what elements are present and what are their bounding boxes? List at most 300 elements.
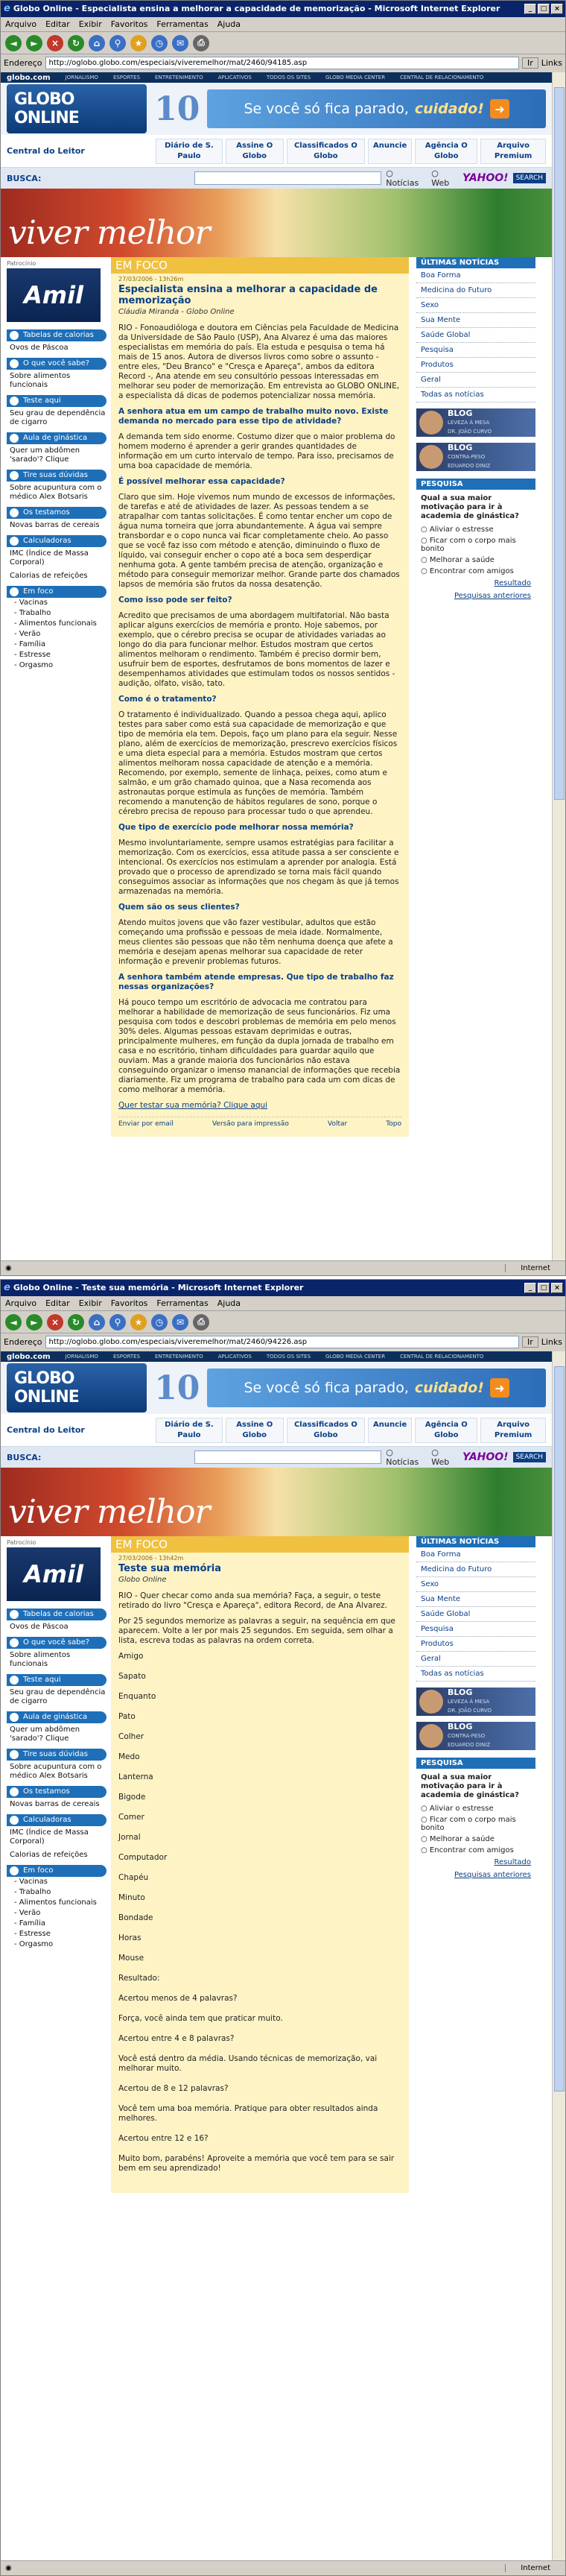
patrocinio-label: Patrocínio [7,260,36,267]
blog-name: CONTRA-PESO [448,1733,486,1739]
menu-3[interactable]: Favoritos [110,1298,148,1308]
menu-bar [1,17,565,32]
top-link-0[interactable]: globo.com [7,1352,51,1361]
blog-name: LEVEZA À MESA [448,1699,490,1705]
search-icon[interactable]: ⚲ [109,1314,126,1330]
toolbar [1,1311,565,1333]
top-link-6[interactable]: GLOBO MEDIA CENTER [325,1354,386,1360]
article-paragraph: O tratamento é individualizado. Quando a pessoa chega aqui, aplico testes para saber como está sua capacidade de memorização e que tipo de memória ela tem. Depois, faço um plano para ela seguir. Nesse plano, além de exercícios de memorização, prescrevo exercícios físicos e uma dieta especial para a memória. Estudos mostram que certos alimentos melhoram nossa capacidade de atenção e a memória. Recomendo, por exemplo, semente de linhaça, peixes, como atum e salmão, e um grão chamado quinoa, que a Nasa recomenda aos astronautas porque estimula as funções de memória. Também recomendo a manutenção de hábitos regulares de sono, porque o cérebro precisa de repouso para processar tudo o que aprendeu. [118,710,398,816]
sidebar-section-5[interactable]: Os testamos [7,507,106,519]
top-link-6[interactable]: GLOBO MEDIA CENTER [325,75,386,80]
nav-item-5[interactable]: Arquivo Premium [480,139,546,164]
blog-label: BLOG [448,443,473,452]
menu-0[interactable]: Arquivo [5,1298,37,1308]
search-input[interactable] [194,171,381,185]
toolbar [1,32,565,54]
maximize-button[interactable]: □ [538,4,550,14]
site-nav [1,1414,552,1447]
top-link-1[interactable]: JORNALISMO [65,75,98,80]
blog-title [448,409,492,436]
article-paragraph: A demanda tem sido enorme. Costumo dizer que o maior problema do homem moderno é aprender a gerir grandes quantidades de informação em um curto intervalo de tempo. Para isso, precisamos de uma boa capacidade de memória. [118,432,395,470]
window-controls [524,1283,563,1293]
sidebar-link[interactable]: - Alimentos funcionais [14,1898,97,1907]
sidebar-link[interactable]: - Trabalho [14,1888,51,1896]
poll [416,1769,535,1886]
test-word: Acertou entre 4 e 8 palavras? [118,2034,235,2043]
top-link-7[interactable]: CENTRAL DE RELACIONAMENTO [400,1354,484,1360]
sidebar-link[interactable]: Seu grau de dependência de cigarro [10,1688,106,1705]
sidebar-section-0[interactable]: Tabelas de calorias [7,329,106,341]
sidebar-section-3[interactable]: Aula de ginástica [7,432,106,444]
globo-online-logo[interactable]: GLOBO ONLINE [7,84,147,133]
news-category-link[interactable]: Medicina do Futuro [416,283,535,298]
sidebar-link[interactable]: - Trabalho [14,609,51,617]
sidebar-section-6[interactable]: Calculadoras [7,535,106,547]
sidebar-section-2[interactable]: Teste aqui [7,395,106,407]
poll-option-label: Melhorar a saúde [429,556,495,564]
refresh-icon[interactable]: ↻ [68,1314,84,1330]
news-category-link[interactable]: Todas as notícias [416,388,535,402]
search-option-0[interactable]: ○ Notícias [386,1448,419,1467]
10-anos-logo: 10 [154,89,200,128]
sidebar-link[interactable]: - Verão [14,1909,41,1917]
test-word: Acertou menos de 4 palavras? [118,1994,238,2003]
globo-topbar [1,1351,552,1362]
sidebar-link[interactable]: Novas barras de cereais [10,1800,100,1808]
test-word: Força, você ainda tem que praticar muito. [118,2014,283,2023]
poll-result-link[interactable]: Resultado [494,1858,531,1866]
sidebar-link[interactable]: Sobre alimentos funcionais [10,1651,71,1668]
search-button[interactable]: SEARCH [513,173,546,183]
status-bar [1,1260,565,1275]
sidebar-link[interactable]: Ovos de Páscoa [10,1623,69,1631]
news-category-link[interactable]: Sua Mente [416,1592,535,1607]
article [111,257,409,1137]
viver-melhor-banner [1,189,552,257]
url-input[interactable]: http://oglobo.globo.com/especiais/viveremelhor/mat/2460/94226.asp [45,1336,519,1348]
sidebar-section-3[interactable]: Aula de ginástica [7,1711,106,1723]
stop-icon[interactable]: × [47,1314,63,1330]
vertical-scrollbar[interactable] [552,72,565,1260]
advertisement-banner[interactable] [207,1368,546,1407]
news-category-link[interactable]: Sexo [416,1577,535,1592]
article-paragraph: Há pouco tempo um escritório de advocacia me contratou para melhorar a habilidade de memorização de seus funcionários. Fiz uma pesquisa com todos e descobri problemas de memória em pelo menos 30% deles. Algumas pessoas estavam deprimidas e outras, principalmente mulheres, em função da dupla jornada de trabalho em casa e no escritório, tinham dificuldades para guardar aquilo que ouviam. Mas a grande maioria dos funcionários não estava conseguindo organizar o imenso manancial de informações que recebia diariamente. Fiz um programa de trabalho para cada um com dicas de como melhorar a memória. [118,998,401,1094]
print-icon[interactable]: ⎙ [193,1314,209,1330]
amil-logo[interactable]: Amil [7,1547,101,1601]
article-action-0[interactable]: Enviar por email [118,1120,174,1128]
test-memory-link[interactable]: Quer testar sua memória? Clique aqui [118,1101,268,1110]
sidebar-section-1[interactable]: O que você sabe? [7,358,106,370]
amil-logo[interactable]: Amil [7,268,101,322]
top-link-1[interactable]: JORNALISMO [65,1354,98,1360]
poll-option-label: Ficar com o corpo mais bonito [421,537,516,553]
news-category-link[interactable]: Pesquisa [416,343,535,358]
viver-melhor-title: viver melhor [8,1493,210,1531]
poll-option-label: Aliviar o estresse [429,1805,494,1813]
right-sidebar [416,1536,535,2193]
menu-5[interactable]: Ajuda [217,1298,241,1308]
blog-label: BLOG [448,1688,473,1697]
sidebar-link[interactable]: Quer um abdômen 'sarado'? Clique [10,446,80,464]
test-word: Você tem uma boa memória. Pratique para obter resultados ainda melhores. [118,2104,378,2123]
poll-option[interactable]: ○ Ficar com o corpo mais bonito [421,537,516,553]
article-action-3[interactable]: Topo [386,1120,401,1128]
poll-option[interactable]: ○ Melhorar a saúde [421,556,495,564]
sidebar-section-6[interactable]: Calculadoras [7,1814,106,1826]
close-button[interactable]: × [551,4,563,14]
test-word: Horas [118,1933,142,1942]
test-word: Medo [118,1752,140,1761]
ie-icon: e [4,1282,10,1293]
print-icon[interactable]: ⎙ [193,35,209,51]
scrollbar-thumb[interactable] [554,87,565,800]
sidebar-link[interactable]: Novas barras de cereais [10,521,100,529]
blog-author: DR. JOÃO CURVO [448,429,492,435]
top-link-4[interactable]: APLICATIVOS [217,1354,252,1360]
top-link-0[interactable]: globo.com [7,73,51,82]
interview-question: A senhora também atende empresas. Que tipo de trabalho faz nessas organizações? [118,973,394,991]
sidebar-link[interactable]: IMC (Índice de Massa Corporal) [10,549,89,566]
test-word: Colher [118,1732,144,1741]
interview-question: A senhora atua em um campo de trabalho muito novo. Existe demanda no mercado para esse tipo de atividade? [118,407,389,426]
sidebar-link[interactable]: - Estresse [14,1930,51,1938]
nav-item-0[interactable]: Diário de S. Paulo [156,139,223,164]
sidebar-link[interactable]: Calorias de refeições [10,1851,88,1859]
nav-item-3[interactable]: Anuncie [368,139,412,164]
back-icon[interactable]: ◄ [5,35,22,51]
ad-text: Se você só fica parado, [244,101,409,117]
sidebar-section-7[interactable]: Em foco [7,1865,106,1877]
news-category-link[interactable]: Boa Forma [416,268,535,283]
test-word: Chapéu [118,1873,149,1882]
interview-question: Como é o tratamento? [118,695,217,704]
maximize-button[interactable]: □ [538,1283,550,1293]
blogger-photo [419,411,443,435]
address-bar [1,1333,565,1350]
blogger-photo [419,445,443,469]
right-sidebar [416,257,535,1137]
blog-label: BLOG [448,1722,473,1731]
article-paragraph: RIO - Fonoaudióloga e doutora em Ciências pela Faculdade de Medicina da Universidade de São Paulo (USP), Ana Alvarez é uma das maiores especialistas em memória do país. Ela estuda e pesquisa o tema há mais de 15 anos. Autora de diversos livros como sobre o assunto - entre eles, "Deu Branco" e "Cresça e Apareça", ambos da editora Record -, Ana atende em seu consultório pessoas interessadas em melhorar seu poder de memorização. Em entrevista ao GLOBO ONLINE, a especialista dá dicas de podemos potencializar nossa memória. [118,323,400,400]
refresh-icon[interactable]: ↻ [68,35,84,51]
links-button[interactable]: Links [541,1336,562,1347]
news-category-link[interactable]: Pesquisa [416,1622,535,1637]
poll-previous-link[interactable]: Pesquisas anteriores [454,592,531,600]
article-action-1[interactable]: Versão para impressão [212,1120,289,1128]
nav-item-2[interactable]: Classificados O Globo [287,1418,365,1443]
test-word: Lanterna [118,1772,153,1781]
search-option-1[interactable]: ○ Web [431,168,450,188]
blog-banner-0[interactable] [416,408,535,437]
nav-item-1[interactable]: Assine O Globo [226,139,284,164]
test-word: Bigode [118,1793,146,1802]
sidebar-link[interactable]: Sobre alimentos funcionais [10,372,71,389]
scrollbar-thumb[interactable] [554,1366,565,2092]
top-link-2[interactable]: ESPORTES [112,1354,141,1360]
url-input[interactable]: http://oglobo.globo.com/especiais/viveremelhor/mat/2460/94185.asp [45,57,519,69]
menu-2[interactable]: Exibir [78,1298,102,1308]
test-word: Resultado: [118,1974,160,1983]
pesquisa-header: PESQUISA [416,479,535,490]
sidebar-section-0[interactable]: Tabelas de calorias [7,1609,106,1620]
test-word: Pato [118,1712,136,1721]
sidebar-link[interactable]: - Orgasmo [14,661,54,669]
menu-4[interactable]: Ferramentas [156,19,209,29]
pesquisa-header: PESQUISA [416,1758,535,1769]
interview-question: É possível melhorar essa capacidade? [118,477,285,486]
news-category-link[interactable]: Todas as notícias [416,1667,535,1682]
poll-option[interactable]: ○ Melhorar a saúde [421,1835,495,1843]
top-link-7[interactable]: CENTRAL DE RELACIONAMENTO [400,75,484,80]
ie-icon: e [4,3,10,14]
poll-option-label: Ficar com o corpo mais bonito [421,1816,516,1832]
test-word: Jornal [118,1833,141,1842]
advertisement-banner[interactable] [207,89,546,128]
ad-highlight: cuidado! [414,101,484,117]
test-word: Computador [118,1853,168,1862]
search-option-label: Web [431,178,450,188]
browser-window-1 [0,0,566,1276]
top-link-2[interactable]: ESPORTES [112,75,141,80]
sidebar-section-1[interactable]: O que você sabe? [7,1637,106,1649]
article-date: 27/03/2006 - 13h42m [118,1555,184,1562]
poll-question: Qual a sua maior motivação para ir à academia de ginástica? [421,1773,519,1799]
sidebar-section-4[interactable]: Tire suas dúvidas [7,1749,106,1761]
nav-item-5[interactable]: Arquivo Premium [480,1418,546,1443]
news-category-link[interactable]: Geral [416,1652,535,1667]
article-byline: Cláudia Miranda - Globo Online [118,308,235,316]
sidebar-link[interactable]: - Verão [14,630,41,638]
news-category-link[interactable]: Geral [416,373,535,388]
search-bar [1,168,552,189]
menu-2[interactable]: Exibir [78,19,102,29]
test-word: Muito bom, parabéns! Aproveite a memória que você tem para se sair bem em seu aprendizado! [118,2154,395,2173]
article-paragraph: Mesmo involuntariamente, sempre usamos estratégias para facilitar a memorização. Com os exercícios, essa atitude passa a ser consciente e intencional. Os exercícios nos estimulam a aprender por analogia. Está provado que o processo de aprendizado se torna mais fácil quando conseguimos associar as informações que nos chegam às que já temos armazenadas na memória. [118,839,399,896]
blog-label: BLOG [448,408,473,418]
internet-zone: Internet [505,1264,550,1272]
test-word: Bondade [118,1913,153,1922]
search-option-label: Notícias [386,1457,419,1467]
top-link-3[interactable]: ENTRETENIMENTO [155,75,203,80]
article-paragraph: RIO - Quer checar como anda sua memória? Faça, a seguir, o teste retirado do livro "Cresça e Apareça", editora Record, de Ana Alvarez. [118,1591,387,1610]
blog-title [448,1723,490,1749]
article-paragraph: Atendo muitos jovens que vão fazer vestibular, adultos que estão começando uma profissão e pessoas de meia idade. Normalmente, meus clientes são pessoas que não têm nenhuma doença que afete a memória e desejam apenas melhorar sua capacidade de reter informação e prevenir problemas futuros. [118,918,393,966]
globo-online-logo[interactable]: GLOBO ONLINE [7,1363,147,1412]
history-icon[interactable]: ◷ [151,35,168,51]
poll-option[interactable]: ○ Encontrar com amigos [421,1846,514,1854]
close-button[interactable]: × [551,1283,563,1293]
interview-question: Como isso pode ser feito? [118,596,232,604]
blog-banner-1[interactable] [416,443,535,471]
poll-option-label: Encontrar com amigos [429,1846,514,1854]
poll-option-label: Aliviar o estresse [429,525,494,534]
sidebar-link[interactable]: - Família [14,640,45,648]
top-link-5[interactable]: TODOS OS SITES [266,1354,311,1360]
brand-header [1,1362,552,1414]
search-label: BUSCA: [7,1452,42,1462]
central-do-leitor-link[interactable]: Central do Leitor [7,146,85,156]
central-do-leitor-link[interactable]: Central do Leitor [7,1425,85,1435]
blogger-photo [419,1690,443,1714]
sidebar-section-2[interactable]: Teste aqui [7,1674,106,1686]
favorites-icon[interactable]: ★ [130,1314,147,1330]
sidebar-link[interactable]: - Alimentos funcionais [14,619,97,628]
sidebar-link[interactable]: Calorias de refeições [10,572,88,580]
forward-icon[interactable]: ► [26,35,42,51]
sidebar-link[interactable]: - Vacinas [14,599,48,607]
nav-item-4[interactable]: Agência O Globo [415,139,477,164]
menu-3[interactable]: Favoritos [110,19,148,29]
news-category-link[interactable]: Sua Mente [416,313,535,328]
sidebar-link[interactable]: - Estresse [14,651,51,659]
top-link-5[interactable]: TODOS OS SITES [266,75,311,80]
test-word: Mouse [118,1954,144,1963]
stop-icon[interactable]: × [47,35,63,51]
news-category-link[interactable]: Sexo [416,298,535,313]
go-button[interactable]: Ir [522,1336,538,1348]
ultimas-noticias-header: ÚLTIMAS NOTÍCIAS [416,257,535,268]
vertical-scrollbar[interactable] [552,1351,565,2560]
test-word: Enquanto [118,1692,156,1701]
interview-question: Que tipo de exercício pode melhorar nossa memória? [118,823,354,832]
news-category-link[interactable]: Saúde Global [416,328,535,343]
interview-question: Quem são os seus clientes? [118,903,240,912]
home-icon[interactable]: ⌂ [89,1314,105,1330]
poll-option-label: Encontrar com amigos [429,567,514,575]
sidebar-link[interactable]: - Família [14,1919,45,1928]
test-word: Você está dentro da média. Usando técnicas de memorização, vai melhorar muito. [118,2054,378,2073]
sidebar-link[interactable]: Seu grau de dependência de cigarro [10,409,106,426]
minimize-button[interactable]: _ [524,4,536,14]
nav-item-0[interactable]: Diário de S. Paulo [156,1418,223,1443]
article-title: Teste sua memória [118,1563,222,1574]
mail-icon[interactable]: ✉ [172,35,188,51]
status-ready-icon: ◉ [5,1264,12,1272]
yahoo-logo: YAHOO! [462,1451,509,1463]
menu-4[interactable]: Ferramentas [156,1298,209,1308]
poll-previous-link[interactable]: Pesquisas anteriores [454,1871,531,1879]
page-viewport [1,1351,552,2560]
minimize-button[interactable]: _ [524,1283,536,1293]
search-option-label: Web [431,1457,450,1467]
window-title: Globo Online - Teste sua memória - Microsoft Internet Explorer [13,1283,304,1292]
sidebar-link[interactable]: IMC (Índice de Massa Corporal) [10,1828,89,1846]
10-anos-logo: 10 [154,1368,200,1407]
sidebar-link[interactable]: Ovos de Páscoa [10,344,69,352]
article-byline: Globo Online [118,1576,167,1584]
menu-1[interactable]: Editar [45,19,70,29]
blog-banner-1[interactable] [416,1722,535,1750]
yahoo-logo: YAHOO! [462,172,509,184]
poll-option[interactable]: ○ Ficar com o corpo mais bonito [421,1816,516,1832]
sidebar-link[interactable]: Sobre acupuntura com o médico Alex Botsaris [10,484,102,501]
favorites-icon[interactable]: ★ [130,35,147,51]
article-title: Especialista ensina a melhorar a capacidade de memorização [118,284,378,306]
article-paragraph: Acredito que precisamos de uma abordagem multifatorial. Não basta aplicar alguns exercícios de memória e pronto. Hoje sabemos, por exemplo, que o cérebro precisa se ocupar de atividades variadas ao longo do dia para funcionar melhor. Estudos mostram que certos alimentos melhoram o rendimento. Também é preciso dormir bem, usufruir bem de esportes, desfrutamos de bons momentos de lazer e desempenhamos atividades que estimulam todos os nossos sentidos - audição, olfato, visão, tato. [118,611,395,688]
poll-option-label: Melhorar a saúde [429,1835,495,1843]
search-icon[interactable]: ⚲ [109,35,126,51]
blog-name: CONTRA-PESO [448,454,486,460]
news-category-link[interactable]: Produtos [416,1637,535,1652]
news-category-link[interactable]: Medicina do Futuro [416,1562,535,1577]
mail-icon[interactable]: ✉ [172,1314,188,1330]
top-link-3[interactable]: ENTRETENIMENTO [155,1354,203,1360]
news-category-link[interactable]: Produtos [416,358,535,373]
browser-window-2 [0,1279,566,2576]
nav-item-2[interactable]: Classificados O Globo [287,139,365,164]
nav-item-3[interactable]: Anuncie [368,1418,412,1443]
poll-option[interactable]: ○ Aliviar o estresse [421,1805,494,1813]
menu-0[interactable]: Arquivo [5,19,37,29]
news-category-link[interactable]: Boa Forma [416,1547,535,1562]
blog-name: LEVEZA À MESA [448,420,490,426]
window-controls [524,4,563,14]
ad-arrow-icon: ➜ [490,1378,509,1398]
poll-option[interactable]: ○ Aliviar o estresse [421,525,494,534]
search-option-1[interactable]: ○ Web [431,1448,450,1467]
home-icon[interactable]: ⌂ [89,35,105,51]
article-paragraph: Claro que sim. Hoje vivemos num mundo de excessos de informações, de tarefas e até de atividades de lazer. As pessoas tendem a se atrapalhar com tantas solicitações. É como tentar encher um copo de água numa torneira que jorra abundantemente. A água vai sempre transbordar e o copo nunca vai ficar completamente cheio. Ao passo que se você faz isso com método e atenção, diminuindo o fluxo de líquido, vai conseguir encher o copo até a boca sem desperdiçar nenhuma gota. A gente também precisa de atenção, organização e método para conseguir memorizar melhor. Grande parte dos chamados lapsos de memória são frutos da nossa desatenção. [118,493,400,589]
poll-option[interactable]: ○ Encontrar com amigos [421,567,514,575]
article [111,1536,409,2193]
sidebar-link[interactable]: Quer um abdômen 'sarado'? Clique [10,1726,80,1743]
back-icon[interactable]: ◄ [5,1314,22,1330]
page-viewport [1,72,552,1260]
sidebar-link[interactable]: - Orgasmo [14,1940,54,1948]
status-bar [1,2560,565,2575]
search-option-0[interactable]: ○ Notícias [386,168,419,188]
search-label: BUSCA: [7,173,42,183]
top-link-4[interactable]: APLICATIVOS [217,75,252,80]
sidebar-section-7[interactable]: Em foco [7,586,106,598]
sidebar-section-5[interactable]: Os testamos [7,1786,106,1798]
blogger-photo [419,1724,443,1748]
article-action-2[interactable]: Voltar [328,1120,348,1128]
go-button[interactable]: Ir [522,57,538,69]
brand-header [1,83,552,135]
left-sidebar [1,257,106,1137]
test-word: Minuto [118,1893,145,1902]
ultimas-noticias-header: ÚLTIMAS NOTÍCIAS [416,1536,535,1547]
nav-item-4[interactable]: Agência O Globo [415,1418,477,1443]
search-input[interactable] [194,1450,381,1464]
nav-item-1[interactable]: Assine O Globo [226,1418,284,1443]
forward-icon[interactable]: ► [26,1314,42,1330]
menu-1[interactable]: Editar [45,1298,70,1308]
sidebar-section-4[interactable]: Tire suas dúvidas [7,470,106,482]
article-actions [118,1117,401,1128]
article-paragraph: Por 25 segundos memorize as palavras a seguir, na sequência em que aparecem. Volte a ler por mais 25 segundos. Em seguida, sem olhar a lista, escreva todas as palavras na ordem correta. [118,1617,395,1645]
poll-question: Qual a sua maior motivação para ir à academia de ginástica? [421,494,519,520]
news-category-link[interactable]: Saúde Global [416,1607,535,1622]
article-date: 27/03/2006 - 13h26m [118,276,184,282]
sidebar-link[interactable]: - Vacinas [14,1878,48,1886]
ad-arrow-icon: ➜ [490,99,509,119]
address-label: Endereço [4,1336,42,1347]
links-button[interactable]: Links [541,57,562,68]
search-option-label: Notícias [386,178,419,188]
blog-author: DR. JOÃO CURVO [448,1708,492,1714]
viver-melhor-banner [1,1468,552,1536]
blog-banner-0[interactable] [416,1688,535,1716]
menu-5[interactable]: Ajuda [217,19,241,29]
sidebar-link[interactable]: Sobre acupuntura com o médico Alex Botsaris [10,1763,102,1780]
poll-result-link[interactable]: Resultado [494,579,531,587]
search-bar [1,1447,552,1468]
search-button[interactable]: SEARCH [513,1452,546,1462]
test-word: Comer [118,1813,144,1822]
history-icon[interactable]: ◷ [151,1314,168,1330]
